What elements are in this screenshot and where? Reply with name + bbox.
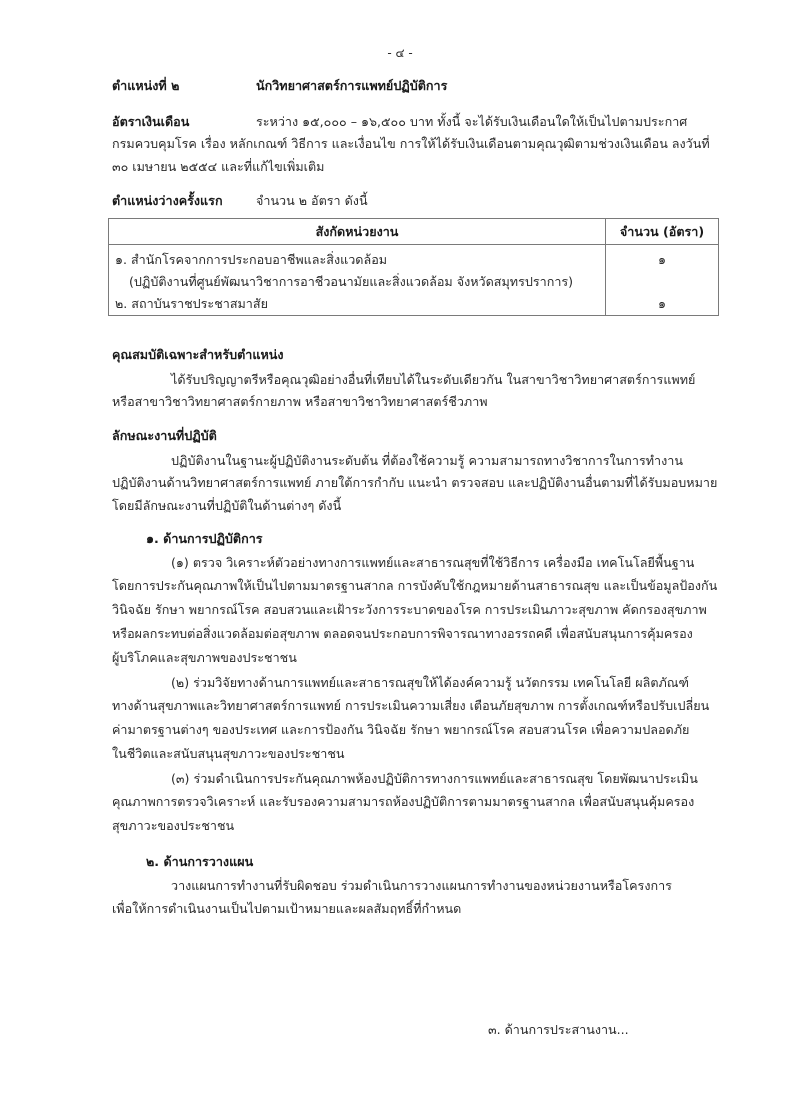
position-label: ตำแหน่งที่ ๒ [112,78,180,93]
section-1-item-1-line: หรือผลกระทบต่อสิ่งแวดล้อมต่อสุขภาพ ตลอดจนประกอบการพิจารณาทางอรรถคดี เพื่อสนับสนุนการคุ้มครอง [112,626,693,641]
continued-next-section: ๓. ด้านการประสานงาน... [488,1022,629,1037]
vacancy-label: ตำแหน่งว่างครั้งแรก [112,193,223,208]
table-row [109,245,719,316]
job-description-line-3: โดยมีลักษณะงานที่ปฏิบัติในด้านต่างๆ ดังนี้ [112,498,342,513]
unit-count: ๑ [658,252,666,267]
count-cell [606,245,719,316]
unit-name: ๒. สถาบันราชประชาสมาสัย [115,296,268,311]
job-description-line-2: ปฏิบัติงานด้านวิทยาศาสตร์การแพทย์ ภายใต้การกำกับ แนะนำ ตรวจสอบ และปฏิบัติงานอื่นตามที่ได้รับมอบหมาย [112,475,718,490]
section-1-item-1-line: (๑) ตรวจ วิเคราะห์ตัวอย่างทางการแพทย์และสาธารณสุขที่ใช้วิธีการ เครื่องมือ เทคโนโลยีพื้นฐาน [171,555,695,570]
unit-name: ๑. สำนักโรคจากการประกอบอาชีพและสิ่งแวดล้อม [115,252,388,267]
section-1-item-1-line: ผู้บริโภคและสุขภาพของประชาชน [112,650,297,665]
section-1-item-3-line: สุขภาวะของประชาชน [112,818,235,833]
qualifications-heading: คุณสมบัติเฉพาะสำหรับตำแหน่ง [112,347,284,362]
salary-line-1: ระหว่าง ๑๕,๐๐๐ – ๑๖,๕๐๐ บาท ทั้งนี้ จะได้รับเงินเดือนใดให้เป็นไปตามประกาศ [256,114,688,129]
salary-line-3: ๓๐ เมษายน ๒๕๕๔ และที่แก้ไขเพิ่มเติม [112,159,325,174]
section-1-item-2-line: ในชีวิตและสนับสนุนสุขภาวะของประชาชน [112,746,345,761]
unit-count: ๑ [658,296,666,311]
page-number: - ๔ - [387,46,413,60]
units-table [108,218,719,316]
salary-line-2: กรมควบคุมโรค เรื่อง หลักเกณฑ์ วิธีการ และเงื่อนไข การให้ได้รับเงินเดือนตามคุณวุฒิตามช่วงเงินเดือน ลงวันที่ [112,136,710,151]
salary-label: อัตราเงินเดือน [112,114,190,129]
section-1-item-1-line: วินิจฉัย รักษา พยากรณ์โรค สอบสวนและเฝ้าระวังการระบาดของโรค การประเมินภาวะสุขภาพ คัดกรองสุขภาพ [112,602,707,617]
section-1-item-1-line: โดยการประกันคุณภาพให้เป็นไปตามมาตรฐานสากล การบังคับใช้กฎหมายด้านสาธารณสุข และเป็นข้อมูลป้องกัน [112,578,718,593]
section-1-heading: ๑. ด้านการปฏิบัติการ [146,531,263,546]
unit-note: (ปฏิบัติงานที่ศูนย์พัฒนาวิชาการอาชีวอนามัยและสิ่งแวดล้อม จังหวัดสมุทรปราการ) [129,274,574,289]
section-1-item-3-line: คุณภาพการตรวจวิเคราะห์ และรับรองความสามารถห้องปฏิบัติการตามมาตรฐานสากล เพื่อสนับสนุนคุ้มครอง [112,794,695,809]
qualifications-line-2: หรือสาขาวิชาวิทยาศาสตร์กายภาพ หรือสาขาวิชาวิทยาศาสตร์ชีวภาพ [112,394,488,409]
section-1-item-2-line: (๒) ร่วมวิจัยทางด้านการแพทย์และสาธารณสุขให้ได้องค์ความรู้ นวัตกรรม เทคโนโลยี ผลิตภัณฑ์ [171,675,689,690]
job-description-heading: ลักษณะงานที่ปฏิบัติ [112,428,217,443]
section-1-item-2-line: ค่ามาตรฐานต่างๆ ของประเทศ และการป้องกัน วินิจฉัย รักษา พยากรณ์โรค สอบสวนโรค เพื่อความปลอดภัย [112,722,690,737]
section-1-item-2-line: ทางด้านสุขภาพและวิทยาศาสตร์การแพทย์ การประเมินความเสี่ยง เตือนภัยสุขภาพ การตั้งเกณฑ์หรือปรับเปลี่ยน [112,698,710,713]
section-2-line: วางแผนการทำงานที่รับผิดชอบ ร่วมดำเนินการวางแผนการทำงานของหน่วยงานหรือโครงการ [171,878,672,893]
qualifications-line-1: ได้รับปริญญาตรีหรือคุณวุฒิอย่างอื่นที่เทียบได้ในระดับเดียวกัน ในสาขาวิชาวิทยาศาสตร์การแพทย์ [171,372,696,387]
unit-cell [109,245,606,316]
section-1-item-3-line: (๓) ร่วมดำเนินการประกันคุณภาพห้องปฏิบัติการทางการแพทย์และสาธารณสุข โดยพัฒนาประเมิน [171,771,698,786]
section-2-line: เพื่อให้การดำเนินงานเป็นไปตามเป้าหมายและผลสัมฤทธิ์ที่กำหนด [112,901,462,916]
section-2-heading: ๒. ด้านการวางแผน [146,854,254,869]
table-header-row [109,219,719,245]
vacancy-value: จำนวน ๒ อัตรา ดังนี้ [256,193,368,208]
header-count: จำนวน (อัตรา) [606,219,719,245]
job-description-line-1: ปฏิบัติงานในฐานะผู้ปฏิบัติงานระดับต้น ที่ต้องใช้ความรู้ ความสามารถทางวิชาการในการทำงาน [171,453,683,468]
header-unit: สังกัดหน่วยงาน [109,219,606,245]
position-title: นักวิทยาศาสตร์การแพทย์ปฏิบัติการ [256,78,448,93]
